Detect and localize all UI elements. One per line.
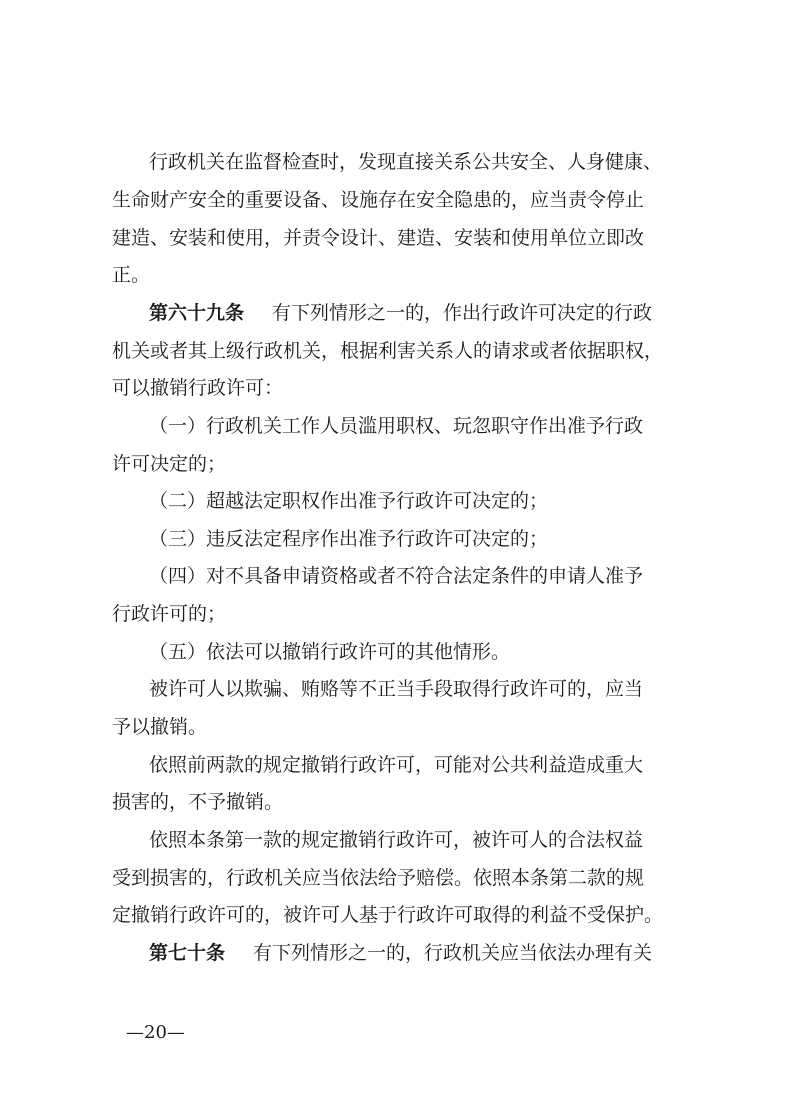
paragraph-line: 损害的，不予撤销。	[112, 791, 284, 813]
paragraph-line: 受到损害的，行政机关应当依法给予赔偿。依照本条第二款的规	[112, 867, 645, 889]
article-heading-line	[149, 941, 652, 965]
list-item-line: （五）依法可以撤销行政许可的其他情形。	[149, 641, 511, 663]
paragraph-line: 可以撤销行政许可：	[112, 377, 284, 399]
paragraph-line: 机关或者其上级行政机关，根据利害关系人的请求或者依据职权，	[112, 340, 664, 362]
list-item-line: 行政许可的；	[112, 603, 227, 625]
paragraph-line: 依照本条第一款的规定撤销行政许可，被许可人的合法权益	[149, 829, 644, 851]
paragraph-text: 有下列情形之一的，行政机关应当依法办理有关	[253, 942, 653, 964]
article-number: 第七十条	[149, 942, 226, 964]
list-item-line: （二）超越法定职权作出准予行政许可决定的；	[149, 490, 549, 512]
list-item-line: （一）行政机关工作人员滥用职权、玩忽职守作出准予行政	[149, 415, 644, 437]
paragraph-line: 生命财产安全的重要设备、设施存在安全隐患的，应当责令停止	[112, 189, 645, 211]
paragraph-text: 有下列情形之一的，作出行政许可决定的行政	[272, 302, 653, 324]
list-item-line: （四）对不具备申请资格或者不符合法定条件的申请人准予	[149, 565, 644, 587]
list-item-line: （三）违反法定程序作出准予行政许可决定的；	[149, 528, 549, 550]
paragraph-line: 定撤销行政许可的，被许可人基于行政许可取得的利益不受保护。	[112, 904, 664, 926]
paragraph-line: 建造、安装和使用，并责令设计、建造、安装和使用单位立即改	[112, 227, 645, 249]
article-heading-line	[149, 301, 652, 325]
paragraph-line: 依照前两款的规定撤销行政许可，可能对公共利益造成重大	[149, 754, 644, 776]
paragraph-line: 被许可人以欺骗、贿赂等不正当手段取得行政许可的，应当	[149, 678, 644, 700]
paragraph-line: 正。	[112, 264, 151, 286]
list-item-line: 许可决定的；	[112, 453, 227, 475]
paragraph-line: 行政机关在监督检查时，发现直接关系公共安全、人身健康、	[149, 151, 663, 173]
article-number: 第六十九条	[149, 302, 245, 324]
page-number: —20—	[126, 1022, 185, 1043]
paragraph-line: 予以撤销。	[112, 716, 208, 738]
